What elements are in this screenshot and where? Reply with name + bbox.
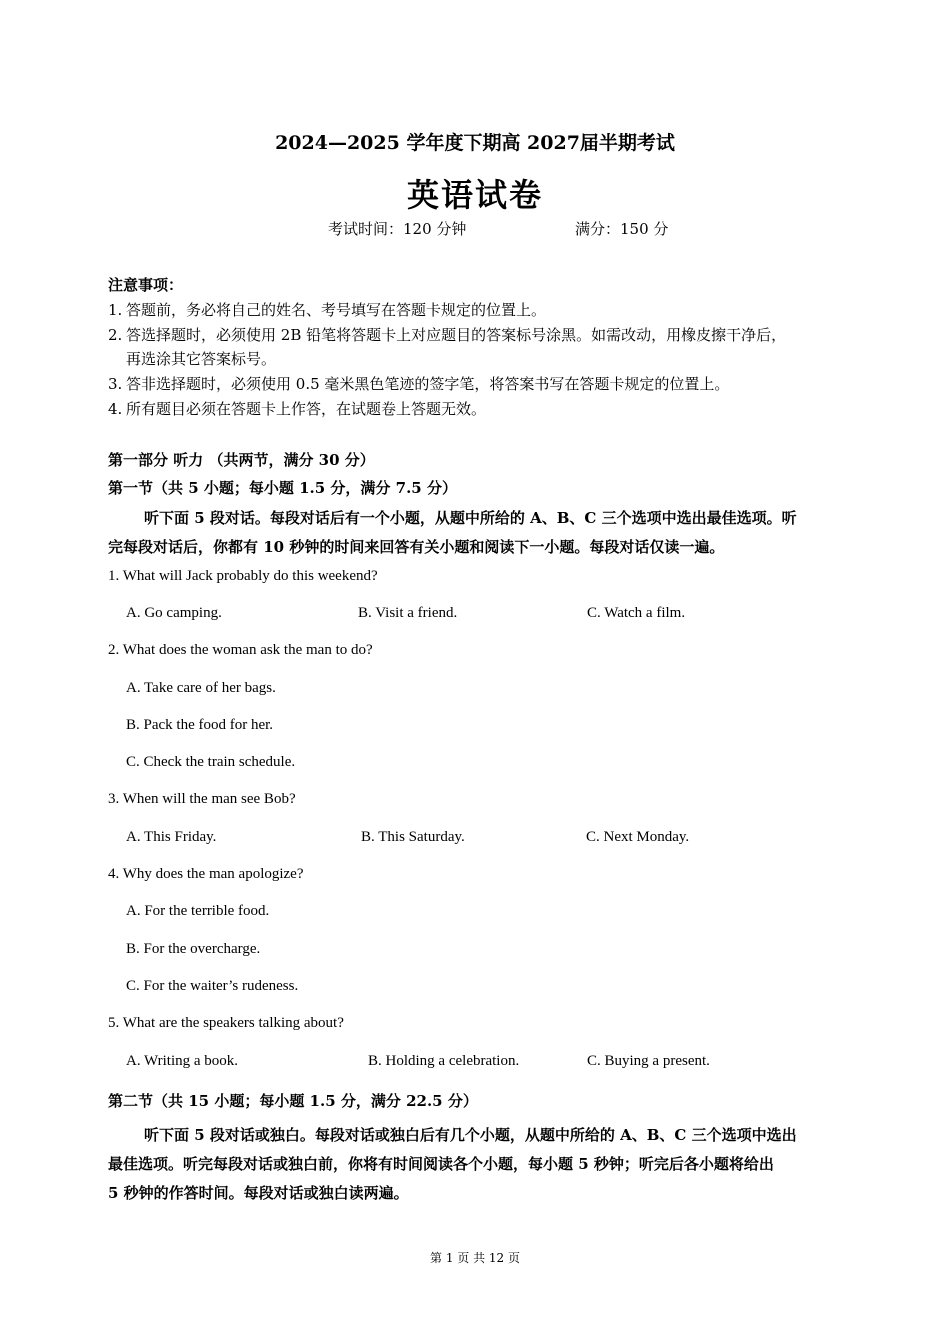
option-a: A. Take care of her bags. [126, 680, 276, 696]
section-instructions: 最佳选项。听完每段对话或独白前，你将有时间阅读各个小题，每小题 5 秒钟；听完后各小题将给出 [108, 1155, 774, 1173]
section-instructions: 5 秒钟的作答时间。每段对话或独白读两遍。 [108, 1184, 409, 1202]
notice-item [108, 324, 786, 345]
notice-number: 1. [108, 301, 123, 319]
page-number: 第 1 页 共 12 页 [430, 1251, 520, 1265]
notice-item [108, 398, 486, 419]
notice-text: 所有题目必须在答题卡上作答，在试题卷上答题无效。 [126, 400, 487, 418]
option-c: C. Watch a film. [587, 605, 686, 621]
section-instructions: 完每段对话后，你都有 10 秒钟的时间来回答有关小题和阅读下一小题。每段对话仅读一遍。 [108, 538, 725, 556]
option-b: B. For the overcharge. [126, 941, 261, 957]
option-a: A. Writing a book. [126, 1053, 239, 1069]
exam-title: 2024—2025 学年度下期高 2027届半期考试 [275, 132, 675, 154]
section-title: 第二节（共 15 小题；每小题 1.5 分，满分 22.5 分） [108, 1092, 478, 1110]
option-b: B. Pack the food for her. [126, 717, 274, 733]
section-title: 第一节（共 5 小题；每小题 1.5 分，满分 7.5 分） [108, 479, 457, 497]
question-stem: 1. What will Jack probably do this weekend? [108, 568, 378, 584]
notice-continuation: 再选涂其它答案标号。 [126, 350, 277, 368]
paper-title: 英语试卷 [406, 176, 543, 214]
option-c: C. Check the train schedule. [126, 754, 296, 770]
question-stem: 3. When will the man see Bob? [108, 791, 296, 807]
notice-number: 3. [108, 375, 123, 393]
option-a: A. Go camping. [126, 605, 222, 621]
notice-item [108, 373, 729, 394]
question-stem: 5. What are the speakers talking about? [108, 1015, 344, 1031]
full-score: 满分：150 分 [575, 220, 669, 238]
option-b: B. Holding a celebration. [368, 1053, 520, 1069]
option-a: A. This Friday. [126, 829, 217, 845]
exam-time: 考试时间：120 分钟 [328, 220, 467, 238]
option-b: B. Visit a friend. [358, 605, 458, 621]
option-a: A. For the terrible food. [126, 903, 270, 919]
notice-heading: 注意事项： [108, 276, 184, 294]
notice-text: 答题前，务必将自己的姓名、考号填写在答题卡规定的位置上。 [126, 301, 547, 319]
section-instructions: 听下面 5 段对话。每段对话后有一个小题，从题中所给的 A、B、C 三个选项中选出最佳选项。听 [144, 509, 797, 527]
option-c: C. Buying a present. [587, 1053, 710, 1069]
section-instructions: 听下面 5 段对话或独白。每段对话或独白后有几个小题，从题中所给的 A、B、C 三个选项中选出 [144, 1126, 797, 1144]
option-c: C. For the waiter’s rudeness. [126, 978, 299, 994]
notice-text: 答选择题时，必须使用 2B 铅笔将答题卡上对应题目的答案标号涂黑。如需改动，用橡皮擦干净后， [126, 326, 787, 344]
option-b: B. This Saturday. [361, 829, 465, 845]
notice-item [108, 299, 546, 320]
question-stem: 4. Why does the man apologize? [108, 866, 304, 882]
option-c: C. Next Monday. [586, 829, 690, 845]
notice-text: 答非选择题时，必须使用 0.5 毫米黑色笔迹的签字笔，将答案书写在答题卡规定的位置上。 [126, 375, 730, 393]
question-stem: 2. What does the woman ask the man to do? [108, 642, 373, 658]
part-title: 第一部分 听力 （共两节，满分 30 分） [108, 451, 375, 469]
notice-number: 4. [108, 400, 123, 418]
notice-number: 2. [108, 326, 123, 344]
